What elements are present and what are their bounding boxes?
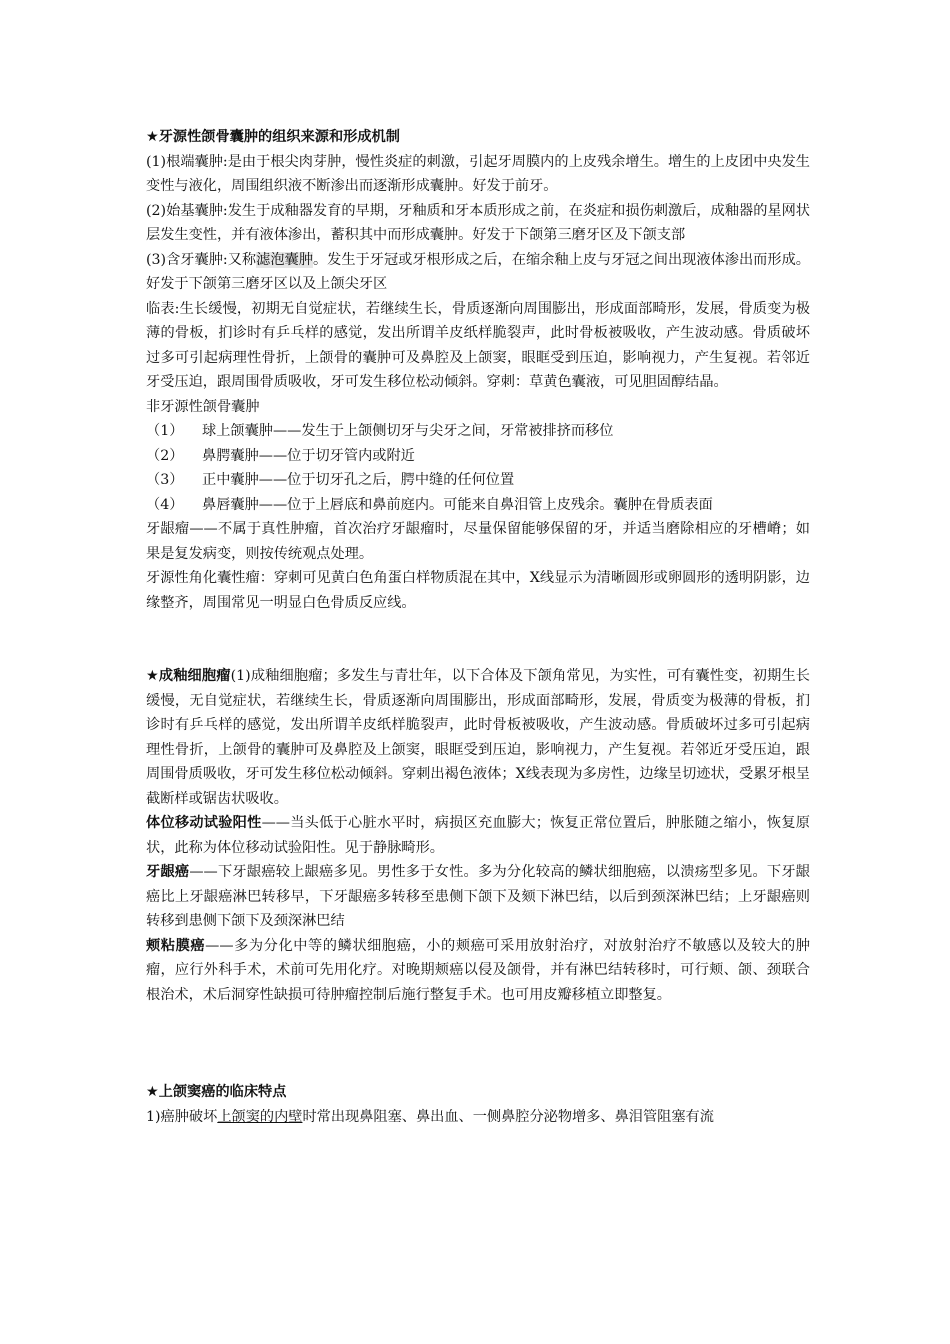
- term-gingival-carcinoma: 牙龈癌: [146, 864, 190, 880]
- list-number: （2）: [146, 447, 184, 464]
- list-text: 正中囊肿——位于切牙孔之后，腭中缝的任何位置: [202, 472, 515, 488]
- ameloblastoma-text: (1)成釉细胞瘤；多发生与青壮年，以下合体及下颌角常见，为实性，可有囊性变，初期生长缓慢，无自觉症状，若继续生长，骨质逐渐向周围膨出，形成面部畸形，发展，骨质变为极薄的骨板，扪诊时有乒乓样的感觉，发出所谓羊皮纸样脆裂声，此时骨板被吸收，产生波动感。骨质破坏过多可引起病理性骨折，上颌骨的囊肿可及鼻腔及上颌窦，眼眶受到压迫，影响视力，产生复视。若邻近牙受压迫，跟周围骨质吸收，牙可发生移位松动倾斜。穿刺出褐色液体；X线表现为多房性，边缘呈切迹状，受累牙根呈截断样或锯齿状吸收。: [146, 668, 810, 807]
- list-item: [146, 493, 810, 518]
- list-text: 球上颌囊肿——发生于上颌侧切牙与尖牙之间，牙常被排挤而移位: [202, 423, 614, 439]
- list-number: （4）: [146, 496, 184, 513]
- list-number: （1）: [146, 423, 184, 439]
- section-title-ameloblastoma: ★成釉细胞瘤: [146, 668, 231, 684]
- section-title-maxillary-sinus: ★上颌窦癌的临床特点: [146, 1084, 287, 1100]
- paragraph-clinical-signs: 临表:生长缓慢，初期无自觉症状，若继续生长，骨质逐渐向周围膨出，形成面部畸形，发展，骨质变为极薄的骨板，扪诊时有乒乓样的感觉，发出所谓羊皮纸样脆裂声，此时骨板被吸收，产生波动感。骨质破坏过多可引起病理性骨折，上颌骨的囊肿可及鼻腔及上颌窦，眼眶受到压迫，影响视力，产生复视。若邻近牙受压迫，跟周围骨质吸收，牙可发生移位松动倾斜。穿刺：草黄色囊液，可见胆固醇结晶。: [146, 300, 810, 390]
- gingival-carcinoma-text: ——下牙龈癌较上龈癌多见。男性多于女性。多为分化较高的鳞状细胞癌，以溃疡型多见。下牙龈癌比上牙龈癌淋巴转移早，下牙龈癌多转移至患侧下颌下及颏下淋巴结，以后到颈深淋巴结；上牙龈癌则转移到患侧下颌下及颈深淋巴结: [146, 864, 810, 929]
- paragraph-epulis: 牙龈瘤——不属于真性肿瘤，首次治疗牙龈瘤时，尽量保留能够保留的牙，并适当磨除相应的牙槽嵴；如果是复发病变，则按传统观点处理。: [146, 521, 810, 562]
- list-item: [146, 444, 810, 469]
- paragraph-maxillary-sinus-1: [146, 1105, 810, 1130]
- paragraph-gingival-carcinoma: [146, 860, 810, 934]
- paragraph-primordial-cyst: (2)始基囊肿:发生于成釉器发育的早期，牙釉质和牙本质形成之前，在炎症和损伤刺激后，成釉器的星网状层发生变性，并有液体渗出，蓄积其中而形成囊肿。好发于下颌第三磨牙区及下颌支部: [146, 202, 810, 243]
- dentigerous-text: 。发生于牙冠或牙根形成之后，在缩余釉上皮与牙冠之间出现液体渗出而形成。好发于下颌第三磨牙区以及上颌尖牙区: [146, 251, 810, 292]
- term-buccal-carcinoma: 颊粘膜癌: [146, 937, 206, 954]
- maxillary-text: 时常出现鼻阻塞、鼻出血、一侧鼻腔分泌物增多、鼻泪管阻塞有流: [302, 1108, 714, 1125]
- list-item: [146, 419, 810, 444]
- section-spacer: [146, 1056, 810, 1080]
- maxillary-prefix: 1)癌肿破坏: [146, 1108, 218, 1125]
- section-spacer: [146, 615, 810, 664]
- list-text: 鼻唇囊肿——位于上唇底和鼻前庭内。可能来自鼻泪管上皮残余。囊肿在骨质表面: [202, 496, 713, 513]
- section-title-odontogenic-cyst: ★牙源性颌骨囊肿的组织来源和形成机制: [146, 129, 400, 145]
- position-test-text: ——当头低于心脏水平时，病损区充血膨大；恢复正常位置后，肿胀随之缩小，恢复原状，此称为体位移动试验阳性。见于静脉畸形。: [146, 815, 810, 856]
- paragraph-ameloblastoma: [146, 664, 810, 811]
- paragraph-dentigerous-cyst: [146, 248, 810, 297]
- paragraph-position-test: [146, 811, 810, 860]
- document-content: [146, 125, 810, 1129]
- buccal-carcinoma-text: ——多为分化中等的鳞状细胞癌，小的颊癌可采用放射治疗，对放射治疗不敏感以及较大的肿瘤，应行外科手术，术前可先用化疗。对晚期颊癌以侵及颌骨，并有淋巴结转移时，可行颊、颌、颈联合根治术，术后洞穿性缺损可待肿瘤控制后施行整复手术。也可用皮瓣移植立即整复。: [146, 937, 810, 1003]
- underline-medial-wall: 上颌窦的内壁: [217, 1108, 303, 1125]
- list-text: 鼻腭囊肿——位于切牙管内或附近: [202, 447, 415, 464]
- term-position-test: 体位移动试验阳性: [146, 815, 262, 831]
- paragraph-buccal-carcinoma: [146, 934, 810, 1008]
- list-number: （3）: [146, 472, 184, 488]
- paragraph-keratocystic-tumor: 牙源性角化囊性瘤：穿刺可见黄白色角蛋白样物质混在其中，X线显示为清晰圆形或卵圆形的透明阴影，边缘整齐，周围常见一明显白色骨质反应线。: [146, 570, 810, 611]
- paragraph-radicular-cyst: (1)根端囊肿:是由于根尖肉芽肿，慢性炎症的刺激，引起牙周膜内的上皮残余增生。增生的上皮团中央发生变性与液化，周围组织液不断渗出而逐渐形成囊肿。好发于前牙。: [146, 153, 810, 194]
- section-spacer: [146, 1007, 810, 1056]
- list-item: [146, 468, 810, 493]
- highlight-follicular-cyst: 滤泡囊肿: [256, 251, 313, 268]
- subtitle-non-odontogenic-cyst: 非牙源性颌骨囊肿: [146, 398, 260, 415]
- dentigerous-prefix: (3)含牙囊肿:又称: [146, 251, 257, 268]
